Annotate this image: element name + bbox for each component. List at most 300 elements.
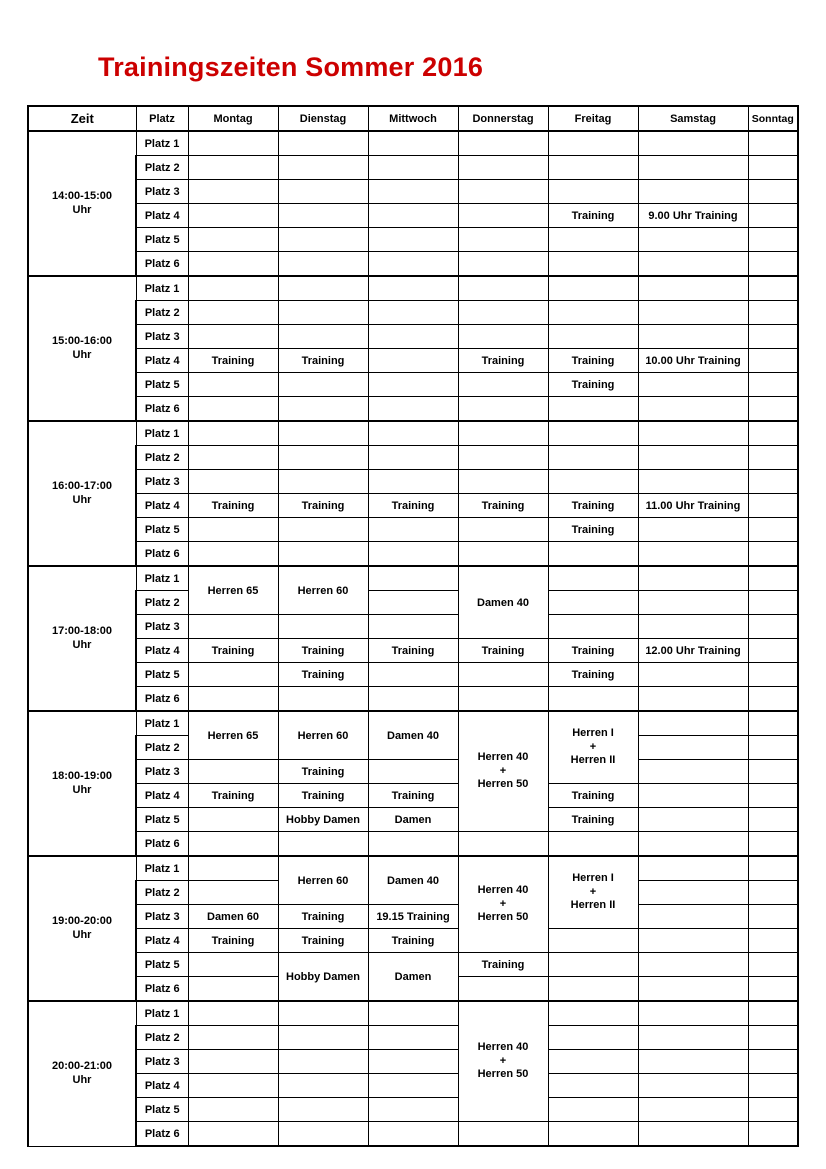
schedule-cell-empty — [748, 760, 798, 784]
schedule-cell-empty — [638, 905, 748, 929]
schedule-cell-entry[interactable]: Training — [368, 494, 458, 518]
schedule-cell-empty — [748, 276, 798, 301]
schedule-cell-empty — [748, 1050, 798, 1074]
schedule-cell-empty — [548, 1026, 638, 1050]
schedule-cell-empty — [188, 397, 278, 422]
schedule-cell-empty — [748, 881, 798, 905]
schedule-cell-empty — [748, 542, 798, 567]
schedule-cell-entry[interactable]: Training — [278, 905, 368, 929]
schedule-cell-entry[interactable]: Training — [548, 639, 638, 663]
schedule-cell-entry[interactable]: 10.00 Uhr Training — [638, 349, 748, 373]
court-label: Platz 4 — [136, 1074, 188, 1098]
schedule-cell-entry[interactable]: Training — [188, 929, 278, 953]
schedule-cell-entry[interactable]: Training — [278, 784, 368, 808]
schedule-cell-empty — [278, 1122, 368, 1147]
schedule-cell-empty — [458, 421, 548, 446]
schedule-cell-entry[interactable]: Training — [278, 639, 368, 663]
schedule-cell-empty — [188, 953, 278, 977]
schedule-cell-entry[interactable]: Hobby Damen — [278, 953, 368, 1002]
schedule-cell-empty — [748, 180, 798, 204]
schedule-cell-entry[interactable]: Damen — [368, 953, 458, 1002]
court-label: Platz 2 — [136, 1026, 188, 1050]
schedule-cell-empty — [278, 421, 368, 446]
schedule-cell-empty — [548, 446, 638, 470]
schedule-cell-empty — [188, 808, 278, 832]
schedule-cell-entry[interactable]: Damen 40 — [368, 711, 458, 760]
court-label: Platz 5 — [136, 373, 188, 397]
schedule-cell-empty — [748, 1001, 798, 1026]
schedule-cell-empty — [548, 228, 638, 252]
court-label: Platz 2 — [136, 881, 188, 905]
schedule-cell-empty — [548, 953, 638, 977]
court-label: Platz 3 — [136, 325, 188, 349]
header-dienstag: Dienstag — [278, 106, 368, 131]
schedule-cell-entry[interactable]: Herren 60 — [278, 856, 368, 905]
court-label: Platz 3 — [136, 905, 188, 929]
schedule-cell-empty — [458, 397, 548, 422]
schedule-cell-empty — [278, 1074, 368, 1098]
table-row — [28, 1026, 798, 1050]
schedule-cell-empty — [748, 832, 798, 857]
schedule-cell-empty — [638, 711, 748, 736]
schedule-cell-entry[interactable]: Training — [278, 349, 368, 373]
court-label: Platz 6 — [136, 397, 188, 422]
schedule-cell-entry[interactable]: Training — [548, 349, 638, 373]
schedule-cell-empty — [368, 1122, 458, 1147]
schedule-cell-empty — [748, 421, 798, 446]
schedule-cell-entry[interactable]: Hobby Damen — [278, 808, 368, 832]
schedule-cell-empty — [748, 591, 798, 615]
table-row — [28, 349, 798, 373]
schedule-cell-entry[interactable]: Training — [368, 929, 458, 953]
schedule-cell-entry[interactable]: Herren 60 — [278, 566, 368, 615]
court-label: Platz 6 — [136, 687, 188, 712]
schedule-cell-empty — [548, 421, 638, 446]
schedule-cell-empty — [748, 373, 798, 397]
court-label: Platz 5 — [136, 1098, 188, 1122]
schedule-cell-entry[interactable]: Herren 60 — [278, 711, 368, 760]
schedule-cell-empty — [368, 518, 458, 542]
schedule-cell-empty — [638, 397, 748, 422]
court-label: Platz 4 — [136, 784, 188, 808]
schedule-cell-entry[interactable]: Damen — [368, 808, 458, 832]
table-row — [28, 615, 798, 639]
schedule-cell-entry[interactable]: Training — [458, 494, 548, 518]
schedule-cell-entry[interactable]: Training — [188, 494, 278, 518]
schedule-cell-entry[interactable]: Herren 40 + Herren 50 — [458, 856, 548, 953]
schedule-cell-entry[interactable]: Training — [188, 784, 278, 808]
schedule-cell-empty — [748, 639, 798, 663]
schedule-cell-empty — [638, 808, 748, 832]
schedule-cell-entry[interactable]: Damen 40 — [368, 856, 458, 905]
schedule-cell-empty — [458, 446, 548, 470]
schedule-cell-empty — [638, 446, 748, 470]
schedule-cell-empty — [548, 566, 638, 591]
header-montag: Montag — [188, 106, 278, 131]
schedule-cell-empty — [748, 156, 798, 180]
table-row — [28, 929, 798, 953]
schedule-cell-entry[interactable]: Training — [548, 204, 638, 228]
schedule-cell-empty — [368, 373, 458, 397]
schedule-cell-empty — [548, 156, 638, 180]
table-row — [28, 252, 798, 277]
schedule-cell-empty — [638, 736, 748, 760]
header-samstag: Samstag — [638, 106, 748, 131]
schedule-cell-empty — [548, 929, 638, 953]
table-body — [28, 131, 798, 1146]
schedule-cell-empty — [638, 1026, 748, 1050]
schedule-cell-empty — [368, 228, 458, 252]
schedule-cell-empty — [638, 1050, 748, 1074]
schedule-cell-empty — [548, 615, 638, 639]
schedule-cell-entry[interactable]: Training — [458, 349, 548, 373]
schedule-cell-entry[interactable]: 12.00 Uhr Training — [638, 639, 748, 663]
table-row — [28, 1001, 798, 1026]
schedule-cell-empty — [458, 1122, 548, 1147]
schedule-cell-entry[interactable]: Herren 40 + Herren 50 — [458, 1001, 548, 1122]
schedule-cell-empty — [188, 1074, 278, 1098]
schedule-cell-empty — [748, 953, 798, 977]
table-row — [28, 566, 798, 591]
schedule-cell-entry[interactable]: 11.00 Uhr Training — [638, 494, 748, 518]
schedule-cell-empty — [278, 180, 368, 204]
schedule-cell-entry[interactable]: Training — [188, 639, 278, 663]
schedule-cell-empty — [458, 228, 548, 252]
court-label: Platz 6 — [136, 1122, 188, 1147]
schedule-cell-empty — [638, 373, 748, 397]
court-label: Platz 3 — [136, 615, 188, 639]
table-row — [28, 687, 798, 712]
table-row — [28, 808, 798, 832]
schedule-cell-empty — [458, 325, 548, 349]
time-slot-label: 20:00-21:00 Uhr — [28, 1001, 136, 1146]
header-freitag: Freitag — [548, 106, 638, 131]
schedule-cell-empty — [188, 832, 278, 857]
schedule-cell-empty — [748, 252, 798, 277]
schedule-cell-empty — [458, 832, 548, 857]
schedule-cell-empty — [188, 421, 278, 446]
table-row — [28, 228, 798, 252]
time-slot-label: 15:00-16:00 Uhr — [28, 276, 136, 421]
table-row — [28, 953, 798, 977]
schedule-cell-empty — [278, 373, 368, 397]
schedule-cell-empty — [638, 760, 748, 784]
court-label: Platz 3 — [136, 470, 188, 494]
schedule-cell-empty — [188, 228, 278, 252]
schedule-cell-entry[interactable]: Training — [548, 663, 638, 687]
schedule-cell-empty — [278, 131, 368, 156]
table-row — [28, 542, 798, 567]
schedule-cell-empty — [278, 156, 368, 180]
schedule-cell-entry[interactable]: Herren 65 — [188, 566, 278, 615]
schedule-cell-empty — [638, 518, 748, 542]
schedule-cell-empty — [748, 856, 798, 881]
schedule-cell-empty — [278, 832, 368, 857]
table-row — [28, 711, 798, 736]
time-slot-label: 14:00-15:00 Uhr — [28, 131, 136, 276]
schedule-cell-empty — [638, 156, 748, 180]
schedule-cell-empty — [368, 470, 458, 494]
schedule-cell-empty — [748, 1026, 798, 1050]
court-label: Platz 4 — [136, 639, 188, 663]
schedule-cell-empty — [188, 180, 278, 204]
schedule-cell-empty — [368, 760, 458, 784]
schedule-cell-entry[interactable]: Herren 40 + Herren 50 — [458, 711, 548, 832]
schedule-cell-empty — [188, 663, 278, 687]
schedule-cell-empty — [278, 204, 368, 228]
schedule-cell-empty — [748, 615, 798, 639]
court-label: Platz 3 — [136, 760, 188, 784]
table-row — [28, 639, 798, 663]
schedule-cell-empty — [748, 397, 798, 422]
schedule-cell-entry[interactable]: 19.15 Training — [368, 905, 458, 929]
schedule-cell-empty — [458, 276, 548, 301]
schedule-cell-empty — [638, 1122, 748, 1147]
schedule-cell-empty — [368, 204, 458, 228]
schedule-cell-empty — [748, 228, 798, 252]
schedule-cell-empty — [278, 276, 368, 301]
schedule-cell-empty — [368, 1026, 458, 1050]
schedule-cell-empty — [278, 470, 368, 494]
court-label: Platz 1 — [136, 856, 188, 881]
schedule-cell-empty — [548, 977, 638, 1002]
schedule-cell-empty — [548, 1122, 638, 1147]
schedule-cell-empty — [548, 1001, 638, 1026]
table-row — [28, 1122, 798, 1147]
court-label: Platz 4 — [136, 929, 188, 953]
time-slot-label: 16:00-17:00 Uhr — [28, 421, 136, 566]
schedule-cell-empty — [548, 276, 638, 301]
schedule-cell-empty — [638, 663, 748, 687]
court-label: Platz 5 — [136, 663, 188, 687]
court-label: Platz 4 — [136, 494, 188, 518]
schedule-cell-empty — [278, 518, 368, 542]
schedule-cell-entry[interactable]: Training — [278, 760, 368, 784]
table-row — [28, 856, 798, 881]
schedule-cell-empty — [638, 276, 748, 301]
schedule-cell-empty — [638, 977, 748, 1002]
schedule-cell-empty — [278, 446, 368, 470]
schedule-cell-empty — [278, 687, 368, 712]
table-row — [28, 156, 798, 180]
header-platz: Platz — [136, 106, 188, 131]
table-row — [28, 446, 798, 470]
schedule-cell-empty — [278, 252, 368, 277]
schedule-cell-empty — [748, 518, 798, 542]
schedule-cell-empty — [548, 252, 638, 277]
schedule-cell-empty — [748, 446, 798, 470]
table-row — [28, 470, 798, 494]
schedule-cell-empty — [748, 204, 798, 228]
schedule-cell-empty — [368, 180, 458, 204]
header-donnerstag: Donnerstag — [458, 106, 548, 131]
court-label: Platz 6 — [136, 977, 188, 1002]
schedule-cell-entry[interactable]: Training — [368, 639, 458, 663]
table-row — [28, 784, 798, 808]
schedule-cell-empty — [638, 470, 748, 494]
table-row — [28, 131, 798, 156]
schedule-cell-empty — [368, 591, 458, 615]
schedule-cell-empty — [368, 1050, 458, 1074]
table-row — [28, 591, 798, 615]
schedule-cell-empty — [638, 687, 748, 712]
schedule-cell-empty — [188, 204, 278, 228]
schedule-cell-empty — [368, 349, 458, 373]
schedule-cell-empty — [368, 542, 458, 567]
table-row — [28, 325, 798, 349]
table-row — [28, 276, 798, 301]
schedule-cell-empty — [548, 1098, 638, 1122]
time-slot-label: 18:00-19:00 Uhr — [28, 711, 136, 856]
schedule-cell-empty — [368, 832, 458, 857]
schedule-cell-empty — [748, 566, 798, 591]
schedule-cell-empty — [748, 301, 798, 325]
schedule-cell-empty — [458, 687, 548, 712]
schedule-cell-empty — [188, 446, 278, 470]
court-label: Platz 1 — [136, 566, 188, 591]
header-zeit: Zeit — [28, 106, 136, 131]
court-label: Platz 5 — [136, 518, 188, 542]
schedule-cell-empty — [188, 131, 278, 156]
schedule-cell-empty — [638, 252, 748, 277]
schedule-cell-empty — [188, 977, 278, 1002]
table-row — [28, 421, 798, 446]
schedule-cell-empty — [458, 204, 548, 228]
table-row — [28, 663, 798, 687]
schedule-cell-empty — [368, 325, 458, 349]
schedule-cell-empty — [188, 156, 278, 180]
schedule-cell-empty — [188, 252, 278, 277]
schedule-cell-empty — [638, 591, 748, 615]
schedule-cell-entry[interactable]: Training — [548, 373, 638, 397]
schedule-cell-empty — [638, 832, 748, 857]
schedule-cell-empty — [638, 784, 748, 808]
schedule-cell-entry[interactable]: Training — [548, 784, 638, 808]
table-row — [28, 905, 798, 929]
schedule-cell-empty — [188, 373, 278, 397]
schedule-cell-empty — [368, 1074, 458, 1098]
schedule-cell-empty — [748, 470, 798, 494]
schedule-cell-empty — [188, 301, 278, 325]
schedule-cell-empty — [638, 881, 748, 905]
schedule-cell-empty — [638, 325, 748, 349]
schedule-cell-empty — [748, 663, 798, 687]
schedule-cell-empty — [458, 663, 548, 687]
court-label: Platz 3 — [136, 180, 188, 204]
schedule-cell-entry[interactable]: Herren I + Herren II — [548, 856, 638, 929]
schedule-cell-entry[interactable]: Herren 65 — [188, 711, 278, 760]
schedule-cell-entry[interactable]: Training — [188, 349, 278, 373]
schedule-cell-empty — [748, 687, 798, 712]
schedule-cell-empty — [458, 373, 548, 397]
schedule-cell-empty — [278, 1001, 368, 1026]
court-label: Platz 2 — [136, 156, 188, 180]
schedule-cell-entry[interactable]: Herren I + Herren II — [548, 711, 638, 784]
schedule-cell-empty — [638, 929, 748, 953]
schedule-cell-entry[interactable]: Training — [458, 639, 548, 663]
court-label: Platz 1 — [136, 1001, 188, 1026]
header-mittwoch: Mittwoch — [368, 106, 458, 131]
schedule-cell-empty — [278, 542, 368, 567]
schedule-cell-empty — [638, 131, 748, 156]
schedule-cell-empty — [188, 276, 278, 301]
schedule-cell-empty — [638, 615, 748, 639]
schedule-cell-empty — [638, 180, 748, 204]
schedule-cell-empty — [458, 542, 548, 567]
schedule-cell-empty — [748, 929, 798, 953]
schedule-cell-empty — [188, 1122, 278, 1147]
schedule-cell-empty — [188, 760, 278, 784]
schedule-cell-empty — [458, 131, 548, 156]
schedule-cell-entry[interactable]: Damen 40 — [458, 566, 548, 639]
schedule-cell-empty — [548, 470, 638, 494]
court-label: Platz 1 — [136, 421, 188, 446]
schedule-cell-empty — [548, 397, 638, 422]
schedule-cell-empty — [188, 1026, 278, 1050]
schedule-cell-entry[interactable]: Training — [548, 808, 638, 832]
schedule-cell-empty — [188, 470, 278, 494]
court-label: Platz 3 — [136, 1050, 188, 1074]
schedule-cell-empty — [188, 856, 278, 881]
schedule-cell-entry[interactable]: Training — [278, 929, 368, 953]
table-row — [28, 301, 798, 325]
schedule-cell-entry[interactable]: Damen 60 — [188, 905, 278, 929]
schedule-cell-empty — [188, 1050, 278, 1074]
court-label: Platz 2 — [136, 301, 188, 325]
schedule-cell-empty — [458, 156, 548, 180]
schedule-cell-entry[interactable]: Training — [368, 784, 458, 808]
court-label: Platz 4 — [136, 204, 188, 228]
time-slot-label: 19:00-20:00 Uhr — [28, 856, 136, 1001]
schedule-cell-empty — [748, 325, 798, 349]
schedule-cell-empty — [748, 905, 798, 929]
schedule-cell-empty — [368, 663, 458, 687]
schedule-cell-empty — [638, 542, 748, 567]
schedule-cell-empty — [748, 349, 798, 373]
schedule-cell-empty — [548, 180, 638, 204]
schedule-cell-entry[interactable]: Training — [548, 494, 638, 518]
schedule-cell-empty — [368, 156, 458, 180]
table-row — [28, 494, 798, 518]
schedule-cell-empty — [188, 542, 278, 567]
table-row — [28, 397, 798, 422]
table-row — [28, 1074, 798, 1098]
schedule-cell-empty — [458, 470, 548, 494]
schedule-cell-empty — [368, 131, 458, 156]
schedule-cell-entry[interactable]: 9.00 Uhr Training — [638, 204, 748, 228]
schedule-cell-empty — [638, 953, 748, 977]
schedule-cell-entry[interactable]: Training — [278, 663, 368, 687]
schedule-cell-entry[interactable]: Training — [278, 494, 368, 518]
schedule-cell-entry[interactable]: Training — [458, 953, 548, 977]
schedule-cell-empty — [748, 1074, 798, 1098]
court-label: Platz 6 — [136, 542, 188, 567]
schedule-cell-empty — [638, 1098, 748, 1122]
court-label: Platz 5 — [136, 953, 188, 977]
schedule-cell-empty — [188, 881, 278, 905]
schedule-cell-empty — [548, 1050, 638, 1074]
header-sonntag: Sonntag — [748, 106, 798, 131]
schedule-cell-empty — [458, 301, 548, 325]
schedule-cell-empty — [278, 1098, 368, 1122]
schedule-cell-empty — [368, 301, 458, 325]
schedule-cell-empty — [368, 252, 458, 277]
schedule-cell-empty — [638, 566, 748, 591]
table-row — [28, 760, 798, 784]
schedule-cell-empty — [548, 591, 638, 615]
schedule-cell-entry[interactable]: Training — [548, 518, 638, 542]
schedule-cell-empty — [548, 1074, 638, 1098]
